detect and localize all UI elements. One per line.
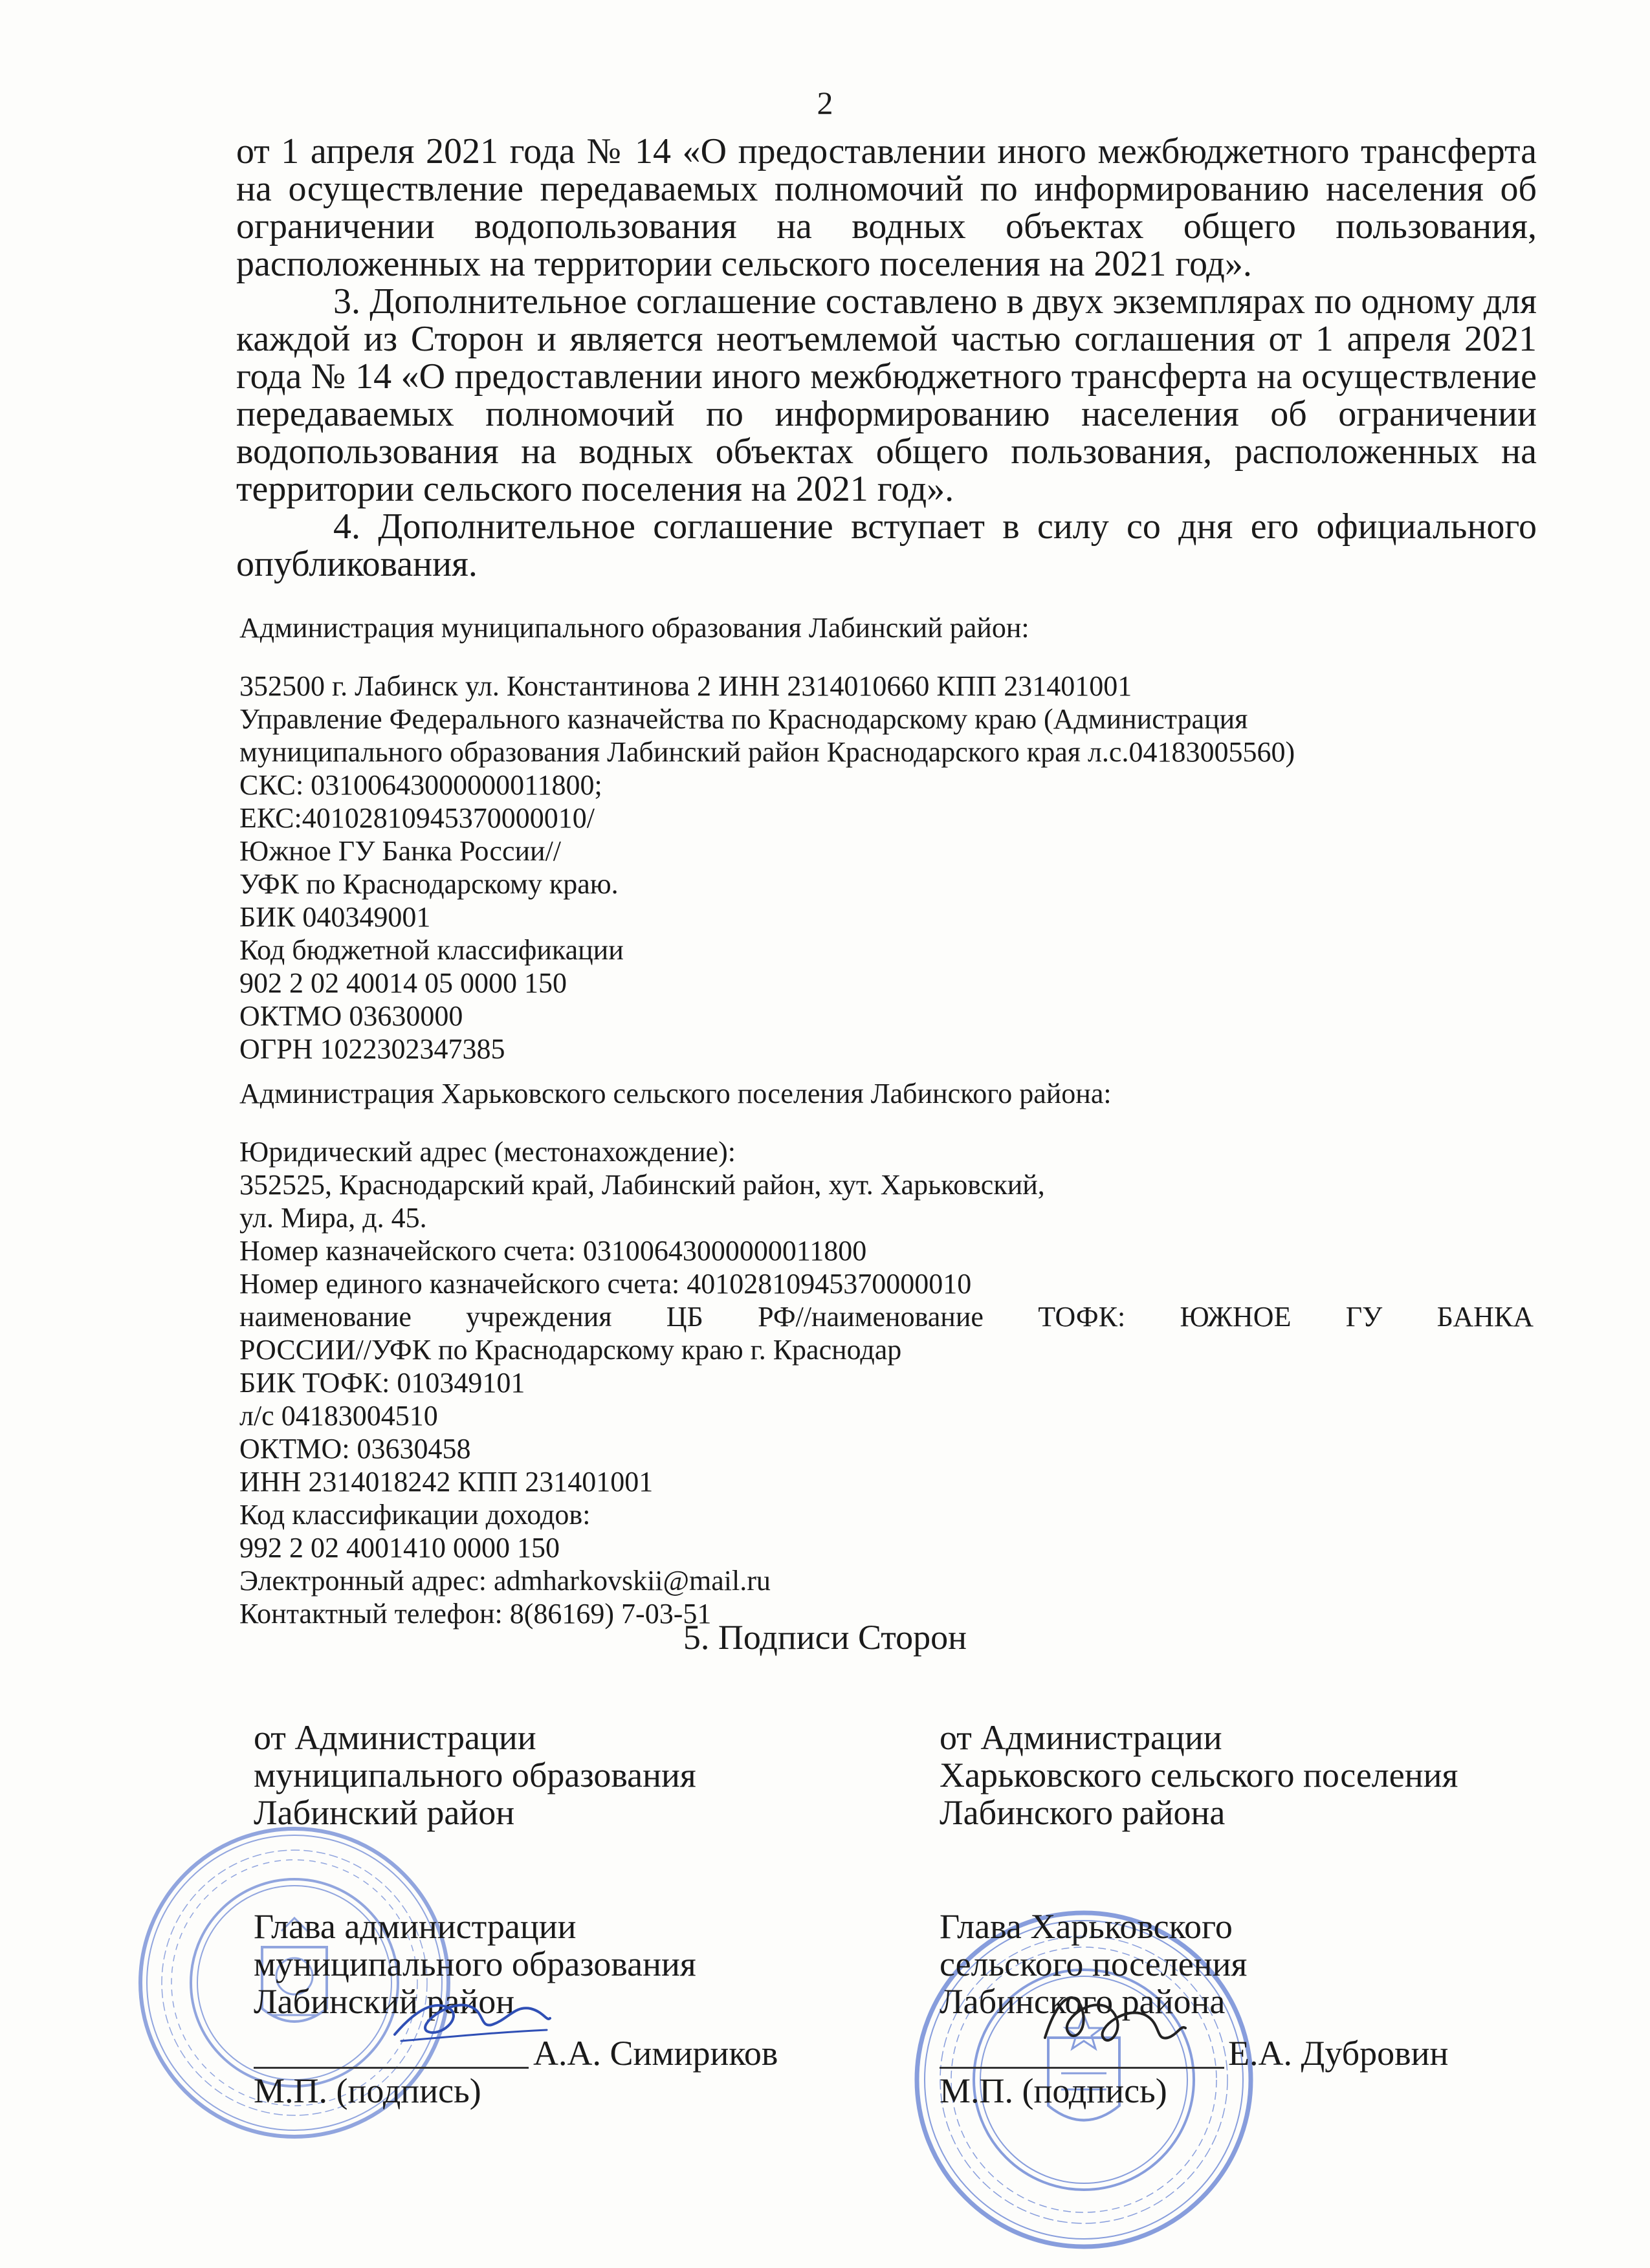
signature-left-icon <box>388 1973 556 2057</box>
sig-right-position: Глава Харьковского <box>940 1907 1233 1946</box>
signature-underline <box>254 2067 529 2069</box>
sig-right-position: сельского поселения <box>940 1945 1248 1983</box>
requisite-line: Контактный телефон: 8(86169) 7-03-51 <box>239 1598 712 1630</box>
requisite-line: ОГРН 1022302347385 <box>239 1033 505 1065</box>
sig-left-mp: М.П. (подпись) <box>254 2071 481 2110</box>
requisite-line: наименование учреждения ЦБ РФ//наименование ТОФК: ЮЖНОЕ ГУ БАНКА <box>239 1301 1534 1333</box>
paragraph-3: 3. Дополнительное соглашение составлено в двух экземплярах по одному для каждой из Сторон и является неотъемлемой частью соглашения от 1 апреля 2021 года № 14 «О предоставлении иного межбюджетного трансферта на осуществление передаваемых полномочий по информированию населения об ограничении водопользования на водных объектах общего пользования, расположенных на территории сельского поселения на 2021 год». <box>236 281 1537 509</box>
signature-left <box>254 1719 868 2110</box>
requisite-line: УФК по Краснодарскому краю. <box>239 868 619 900</box>
requisite-line: БИК 040349001 <box>239 901 431 933</box>
signature-right <box>940 1719 1554 2110</box>
requisite-line: ЕКС:40102810945370000010/ <box>239 802 595 834</box>
sig-right-from: от Администрации <box>940 1718 1222 1757</box>
sig-left-position: муниципального образования <box>254 1945 696 1983</box>
requisite-line: Электронный адрес: admharkovskii@mail.ru <box>239 1565 771 1597</box>
requisite-line: Код классификации доходов: <box>239 1499 591 1531</box>
paragraph-4: 4. Дополнительное соглашение вступает в силу со дня его официального опубликования. <box>236 507 1537 584</box>
requisite-line: Юридический адрес (местонахождение): <box>239 1136 736 1168</box>
requisite-line: 352525, Краснодарский край, Лабинский район, хут. Харьковский, <box>239 1169 1045 1201</box>
requisite-line: ОКТМО 03630000 <box>239 1000 463 1032</box>
requisite-line: л/с 04183004510 <box>239 1400 438 1432</box>
sig-right-position: Лабинского района <box>940 1982 1226 2021</box>
sig-left-from: муниципального образования <box>254 1756 696 1794</box>
agreement-body <box>236 133 1537 583</box>
requisite-line: СКС: 03100643000000011800; <box>239 769 602 801</box>
party1-heading: Администрация муниципального образования Лабинский район: <box>239 612 1029 644</box>
requisite-line: ИНН 2314018242 КПП 231401001 <box>239 1466 654 1498</box>
sig-right-from: Лабинского района <box>940 1793 1226 1832</box>
sig-right-name: Е.А. Дубровин <box>1228 2034 1449 2073</box>
signature-right-icon <box>1035 1967 1191 2064</box>
requisite-line: Номер казначейского счета: 03100643000000011800 <box>239 1235 867 1267</box>
page-number: 2 <box>817 85 833 121</box>
requisite-line: 352500 г. Лабинск ул. Константинова 2 ИНН 2314010660 КПП 231401001 <box>239 670 1132 702</box>
requisite-line: Южное ГУ Банка России// <box>239 835 562 867</box>
requisite-line: ОКТМО: 03630458 <box>239 1433 471 1465</box>
sig-left-position: Глава администрации <box>254 1907 577 1946</box>
sig-right-from: Харьковского сельского поселения <box>940 1756 1458 1794</box>
sig-left-position: Лабинский район <box>254 1982 515 2021</box>
sig-left-from: Лабинский район <box>254 1793 515 1832</box>
party2-heading: Администрация Харьковского сельского поселения Лабинского района: <box>239 1078 1112 1109</box>
sig-left-from: от Администрации <box>254 1718 536 1757</box>
signature-underline <box>940 2067 1224 2069</box>
requisite-line: РОССИИ//УФК по Краснодарскому краю г. Краснодар <box>239 1334 902 1366</box>
requisite-line: Номер единого казначейского счета: 40102810945370000010 <box>239 1268 972 1300</box>
requisite-line: Управление Федерального казначейства по Краснодарскому краю (Администрация <box>239 703 1248 735</box>
sig-right-mp: М.П. (подпись) <box>940 2071 1167 2110</box>
requisite-line: ул. Мира, д. 45. <box>239 1202 427 1234</box>
requisite-line: Код бюджетной классификации <box>239 934 624 966</box>
signatures-title: 5. Подписи Сторон <box>683 1618 967 1657</box>
requisite-line: муниципального образования Лабинский район Краснодарского края л.с.04183005560) <box>239 736 1295 768</box>
party2-requisites <box>239 1077 1534 1630</box>
party1-requisites <box>239 611 1534 1065</box>
paragraph-continuation: от 1 апреля 2021 года № 14 «О предоставлении иного межбюджетного трансферта на осуществление передаваемых полномочий по информированию населения об ограничении водопользования на водных объектах общего пользования, расположенных на территории сельского поселения на 2021 год». <box>236 131 1537 284</box>
requisite-line: 992 2 02 4001410 0000 150 <box>239 1532 560 1564</box>
requisite-line: БИК ТОФК: 010349101 <box>239 1367 525 1399</box>
requisite-line: 902 2 02 40014 05 0000 150 <box>239 967 567 999</box>
sig-left-name: А.А. Симириков <box>533 2034 778 2073</box>
